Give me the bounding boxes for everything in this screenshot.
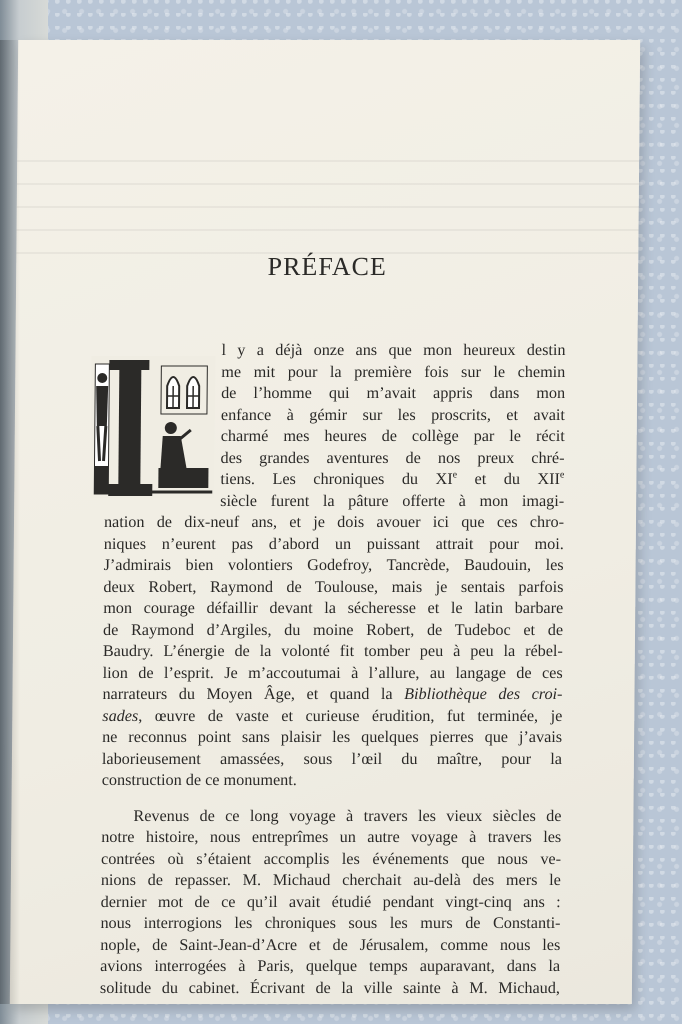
- text-line: enfance à gémir sur les proscrits, et avait: [220, 405, 566, 424]
- text-line: contrées où s’étaient accomplis les événements que nous ve-: [100, 849, 562, 868]
- text-line: sades, œuvre de vaste et curieuse érudition, fut terminée, je: [102, 706, 563, 725]
- text-line: nople, de Saint-Jean-d’Acre et de Jérusalem, comme nous les: [100, 935, 561, 954]
- preface-text: [100, 340, 566, 999]
- text-line: des grandes aventures de nos preux chré-: [220, 448, 565, 467]
- text-line: solitude du cabinet. Écrivant de la ville sainte à M. Michaud,: [99, 978, 561, 997]
- text-line: charmé mes heures de collège par le récit: [220, 427, 565, 445]
- text-line: me mit pour la première fois sur le chemin: [221, 362, 566, 381]
- text-line: deux Robert, Raymond de Toulouse, mais je sentais parfois: [103, 577, 564, 596]
- book-page: [10, 40, 640, 1004]
- text-line: lion de l’esprit. Je m’accoutumai à l’allure, au langage de ces: [102, 663, 563, 682]
- text-line: construction de ce monument.: [101, 771, 297, 789]
- text-line: dernier mot de ce qu’il avait étudié pendant vingt-cinq ans :: [100, 892, 561, 911]
- text-line: notre histoire, nous entreprîmes un autre voyage à travers les: [101, 828, 562, 846]
- text-line: l y a déjà onze ans que mon heureux destin: [221, 341, 566, 359]
- spine-shadow: [0, 40, 20, 1004]
- text-line: de Raymond d’Argiles, du moine Robert, de Tudeboc et de: [102, 620, 564, 639]
- text-line: siècle furent la pâture offerte à mon imagi-: [220, 491, 565, 510]
- text-line: nions de repasser. M. Michaud cherchait au-delà des mers le: [100, 871, 561, 889]
- text-line: nation de dix-neuf ans, et je dois avouer ici que ces chro-: [103, 513, 565, 531]
- text-line: Baudry. L’énergie de la volonté fit tomber peu à peu la rébel-: [102, 642, 563, 660]
- line-rest: , œuvre de vaste et curieuse érudition, fut terminée, je: [138, 706, 563, 725]
- text-line: mon courage défaillir devant la sécheresse et le latin barbare: [103, 599, 564, 617]
- text-line: Revenus de ce long voyage à travers les vieux siècles de: [133, 806, 562, 825]
- illuminated-dropcap: [90, 356, 215, 498]
- text-line: avions interrogées à Paris, quelque temps auparavant, dans la: [100, 957, 561, 975]
- text-line: laborieusement amassées, sous l’œil du maître, pour la: [101, 749, 563, 768]
- dropcap-wrapped-lines: [220, 340, 566, 512]
- text-line: J’admirais bien volontiers Godefroy, Tancrède, Baudouin, les: [103, 556, 564, 574]
- page-title: PRÉFACE: [267, 252, 387, 281]
- text-line: ne reconnus point sans plaisir les quelques pierres que j’avais: [102, 728, 563, 746]
- text-line: niques n’eurent pas d’abord un puissant attrait pour moi.: [103, 534, 564, 553]
- text-line: nous interrogions les chroniques sous les murs de Constanti-: [100, 914, 561, 932]
- text-line: de l’homme qui m’avait appris dans mon: [221, 384, 566, 402]
- text-line: tiens. Les chroniques du XIe et du XIIe: [220, 469, 565, 488]
- text-line: narrateurs du Moyen Âge, et quand la Bibliothèque des croi-: [102, 685, 563, 703]
